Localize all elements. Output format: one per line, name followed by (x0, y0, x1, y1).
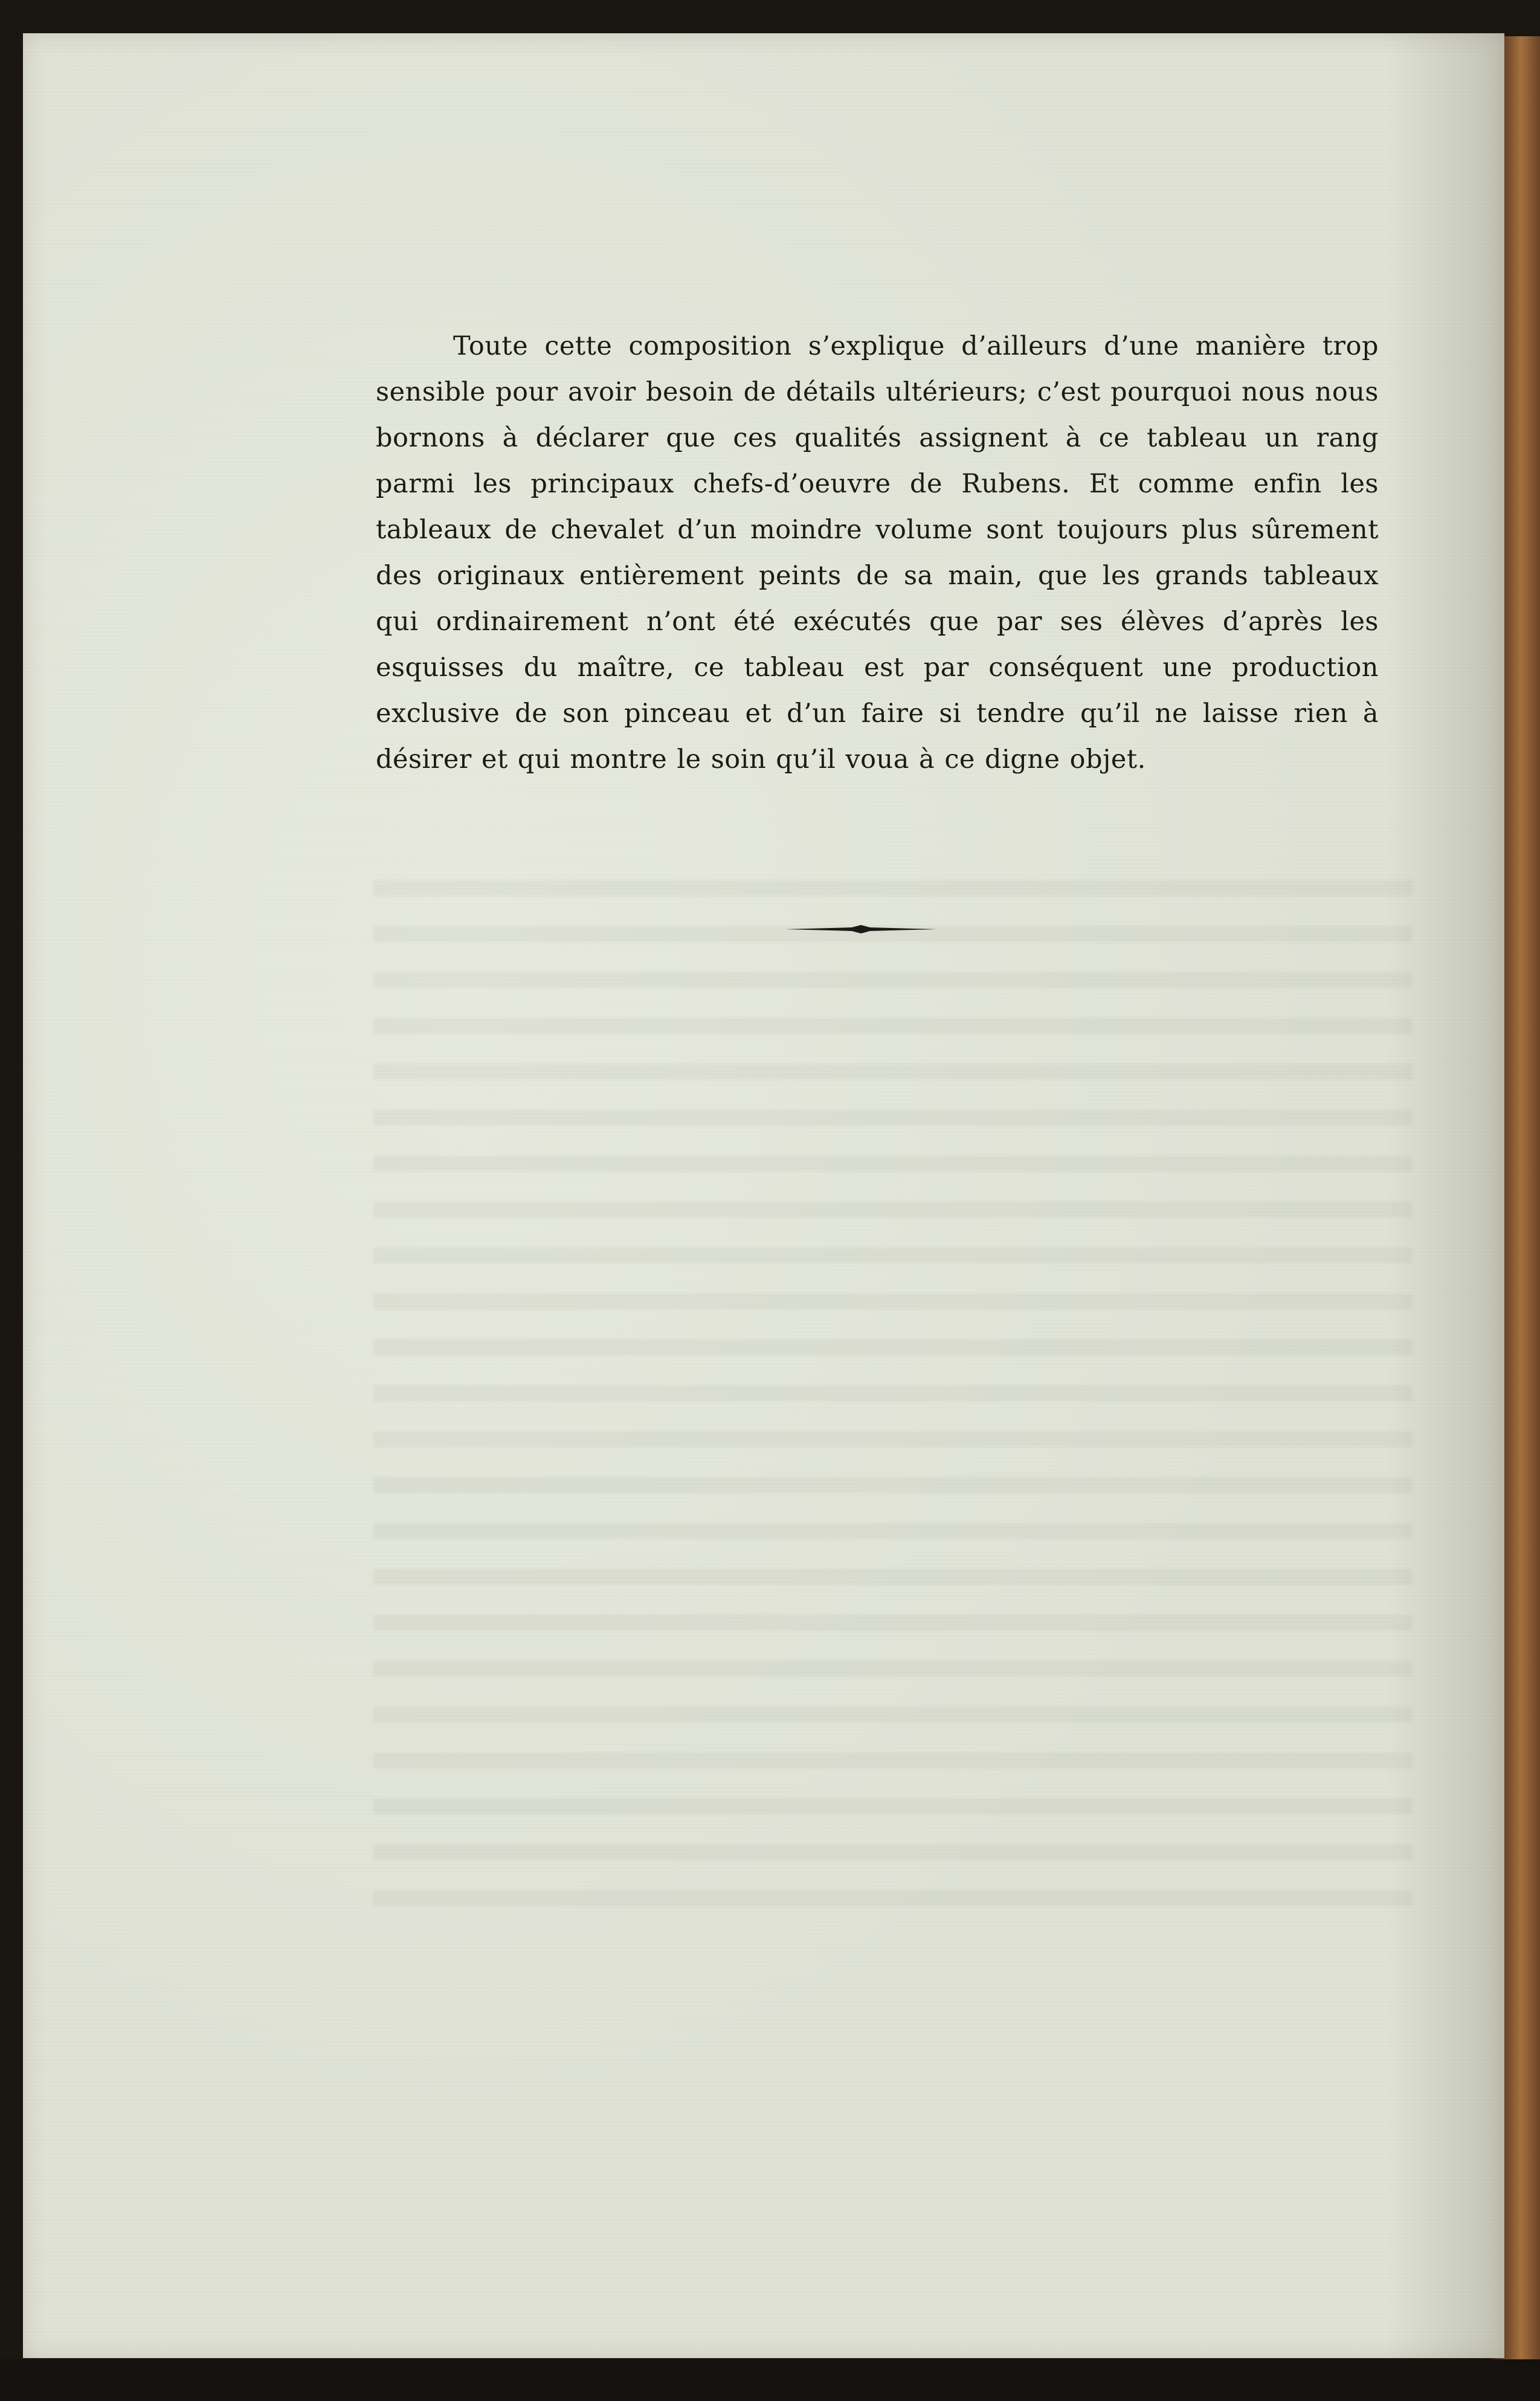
scan-background-strip (0, 2359, 1540, 2401)
show-through-text (373, 879, 1413, 1906)
body-paragraph: Toute cette composition s’explique d’ailleurs d’une manière trop sensible pour avoir besoin de détails ultérieurs; c’est pourquoi nous nous bornons à déclarer que ces qualités assignent à ce tableau un rang parmi les principaux chefs-d’oeuvre de Rubens. Et comme enfin les tableaux de chevalet d’un moindre volume sont toujours plus sûrement des originaux entièrement peints de sa main, que les grands tableaux qui ordinairement n’ont été exécutés que par ses élèves d’après les esquisses du maître, ce tableau est par conséquent une production exclusive de son pinceau et d’un faire si tendre qu’il ne laisse rien à désirer et qui montre le soin qu’il voua à ce digne objet. (376, 331, 1379, 775)
decorative-rule-ornament (785, 924, 936, 934)
